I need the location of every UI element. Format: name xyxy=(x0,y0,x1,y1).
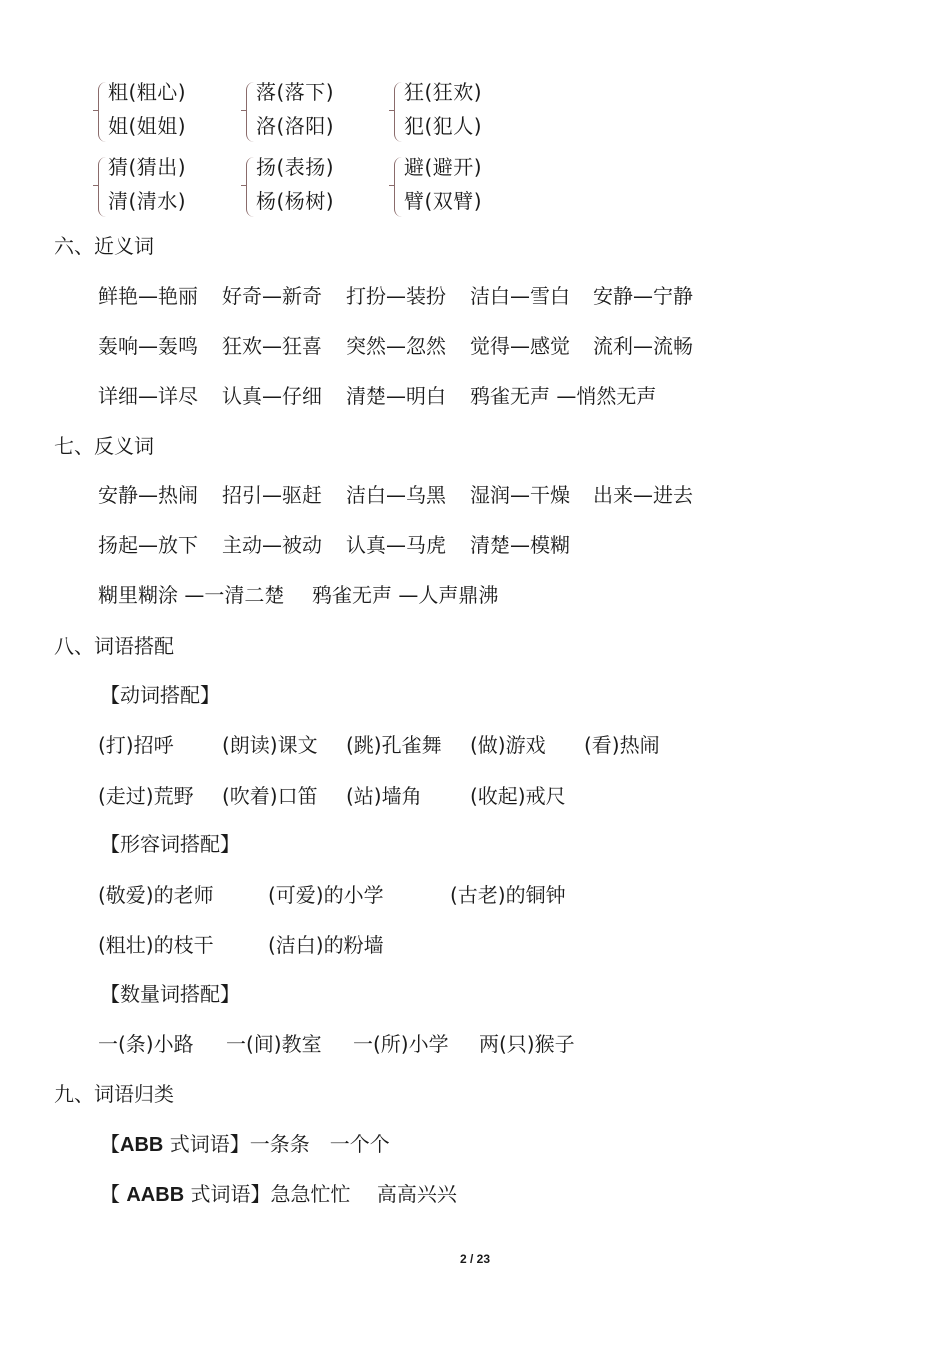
aabb-words-line xyxy=(100,1181,457,1208)
synonym-pair: 清楚—明白 xyxy=(346,384,446,408)
pair-word-bottom: 犯(犯人) xyxy=(404,114,483,138)
char-pair-row-2 xyxy=(98,155,542,227)
synonym-pair: 鲜艳—艳丽 xyxy=(98,284,198,308)
antonym-pair: 认真—马虎 xyxy=(346,533,446,557)
collocation-item: (敬爱)的老师 xyxy=(98,883,214,907)
abb-words-line xyxy=(100,1131,390,1158)
char-pair xyxy=(98,155,246,227)
synonym-pair: 详细—详尽 xyxy=(98,384,198,408)
brace-icon xyxy=(246,82,255,142)
antonym-pair: 招引—驱赶 xyxy=(222,483,322,507)
pair-word-bottom: 姐(姐姐) xyxy=(108,114,187,138)
synonym-pair: 轰响—轰鸣 xyxy=(98,334,198,358)
collocation-item: (跳)孔雀舞 xyxy=(346,733,442,757)
collocation-item: (做)游戏 xyxy=(470,733,546,757)
antonym-pair: 洁白—乌黑 xyxy=(346,483,446,507)
section-heading-collocation: 八、词语搭配 xyxy=(54,634,174,658)
collocation-item: (看)热闹 xyxy=(584,733,660,757)
collocation-item: (打)招呼 xyxy=(98,733,174,757)
adj-line-1 xyxy=(98,882,566,908)
antonym-pair: 安静—热闹 xyxy=(98,483,198,507)
char-pair-row-1 xyxy=(98,80,542,152)
char-pair xyxy=(246,155,394,227)
brace-icon xyxy=(98,82,107,142)
brace-icon xyxy=(394,157,403,217)
antonym-pair: 湿润—干燥 xyxy=(470,483,570,507)
synonym-line-1 xyxy=(98,283,693,309)
adj-collocation-label: 【形容词搭配】 xyxy=(100,832,240,856)
char-pair xyxy=(394,155,542,227)
synonym-pair: 狂欢—狂喜 xyxy=(222,334,322,358)
collocation-item: (走过)荒野 xyxy=(98,784,194,808)
antonym-line-3 xyxy=(98,582,498,608)
char-pair xyxy=(246,80,394,152)
antonym-pair: 鸦雀无声 —人声鼎沸 xyxy=(312,583,499,607)
quantifier-collocation-label: 【数量词搭配】 xyxy=(100,982,240,1006)
aabb-pattern: AABB xyxy=(126,1184,185,1206)
antonym-pair: 糊里糊涂 —一清二楚 xyxy=(98,583,285,607)
collocation-item: (收起)戒尺 xyxy=(470,784,566,808)
section-heading-classify: 九、词语归类 xyxy=(54,1082,174,1106)
collocation-item: 一(所)小学 xyxy=(353,1032,449,1056)
brace-icon xyxy=(394,82,403,142)
pair-word-top: 狂(狂欢) xyxy=(404,80,483,104)
page-number: 2 / 23 xyxy=(459,1252,491,1266)
collocation-item: 两(只)猴子 xyxy=(479,1032,575,1056)
pair-word-top: 避(避开) xyxy=(404,155,483,179)
verb-line-1 xyxy=(98,732,660,758)
collocation-item: (洁白)的粉墙 xyxy=(268,933,384,957)
adj-line-2 xyxy=(98,932,384,958)
antonym-line-1 xyxy=(98,482,693,508)
synonym-pair: 安静—宁静 xyxy=(593,284,693,308)
collocation-item: (可爱)的小学 xyxy=(268,883,384,907)
pair-word-top: 猜(猜出) xyxy=(108,155,187,179)
synonym-pair: 打扮—装扮 xyxy=(346,284,446,308)
pair-word-top: 扬(表扬) xyxy=(256,155,335,179)
aabb-open-bracket: 【 xyxy=(100,1182,127,1206)
synonym-pair: 流利—流畅 xyxy=(593,334,693,358)
antonym-pair: 主动—被动 xyxy=(222,533,322,557)
antonym-line-2 xyxy=(98,532,570,558)
collocation-item: (吹着)口笛 xyxy=(222,784,318,808)
synonym-pair: 觉得—感觉 xyxy=(470,334,570,358)
pair-word-bottom: 臂(双臂) xyxy=(404,189,483,213)
synonym-pair: 洁白—雪白 xyxy=(470,284,570,308)
synonym-pair: 突然—忽然 xyxy=(346,334,446,358)
brace-icon xyxy=(98,157,107,217)
pair-word-top: 粗(粗心) xyxy=(108,80,187,104)
antonym-pair: 扬起—放下 xyxy=(98,533,198,557)
section-heading-synonyms: 六、近义词 xyxy=(54,234,154,258)
pair-word-top: 落(落下) xyxy=(256,80,335,104)
synonym-line-2 xyxy=(98,333,693,359)
collocation-item: (朗读)课文 xyxy=(222,733,318,757)
collocation-item: (站)墙角 xyxy=(346,784,422,808)
collocation-item: (粗壮)的枝干 xyxy=(98,933,214,957)
section-heading-antonyms: 七、反义词 xyxy=(54,434,154,458)
aabb-words: 式词语】急急忙忙 高高兴兴 xyxy=(184,1182,457,1206)
collocation-item: 一(间)教室 xyxy=(226,1032,322,1056)
pair-word-bottom: 洛(洛阳) xyxy=(256,114,335,138)
collocation-item: (古老)的铜钟 xyxy=(450,883,566,907)
synonym-pair: 好奇—新奇 xyxy=(222,284,322,308)
verb-line-2 xyxy=(98,783,566,809)
collocation-item: 一(条)小路 xyxy=(98,1032,194,1056)
synonym-pair: 鸦雀无声 —悄然无声 xyxy=(470,384,657,408)
char-pair xyxy=(98,80,246,152)
verb-collocation-label: 【动词搭配】 xyxy=(100,683,220,707)
abb-words: 式词语】一条条 一个个 xyxy=(163,1132,390,1156)
antonym-pair: 出来—进去 xyxy=(593,483,693,507)
antonym-pair: 清楚—模糊 xyxy=(470,533,570,557)
char-pair xyxy=(394,80,542,152)
pair-word-bottom: 杨(杨树) xyxy=(256,189,335,213)
quantifier-line-1 xyxy=(98,1031,575,1057)
pair-word-bottom: 清(清水) xyxy=(108,189,187,213)
abb-open-bracket: 【 xyxy=(100,1132,120,1156)
brace-icon xyxy=(246,157,255,217)
synonym-line-3 xyxy=(98,383,656,409)
synonym-pair: 认真—仔细 xyxy=(222,384,322,408)
abb-pattern: ABB xyxy=(120,1134,164,1156)
